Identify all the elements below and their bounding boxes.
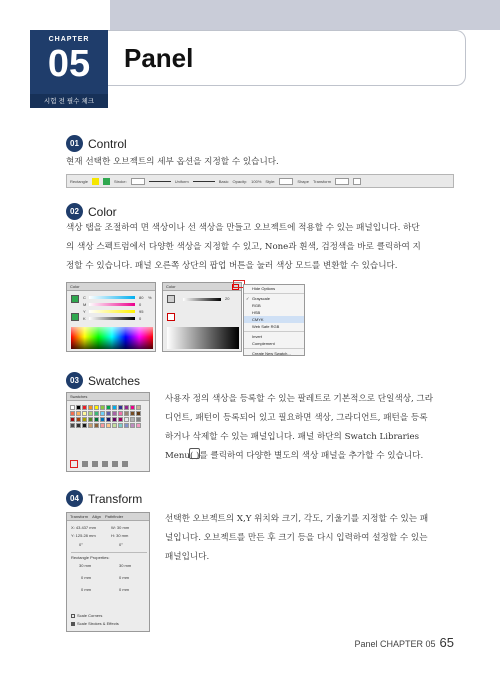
color-swatch[interactable] (136, 411, 141, 416)
title-bar (108, 30, 466, 86)
section-number: 01 (66, 135, 83, 152)
menu-item-create-swatch[interactable]: Create New Swatch... (252, 351, 291, 356)
swatch-toolbar (70, 459, 148, 469)
color-swatch[interactable] (130, 405, 135, 410)
color-swatch[interactable] (124, 411, 129, 416)
color-spectrum[interactable] (71, 327, 153, 349)
section-title: Control (88, 136, 127, 151)
section-transform-heading (66, 490, 142, 507)
toolbar-icon[interactable] (82, 461, 88, 467)
color-swatch[interactable] (112, 417, 117, 422)
panel-tab: Color (163, 283, 241, 291)
scale-strokes-row[interactable] (71, 621, 119, 626)
panel-tab: Color (67, 283, 155, 291)
color-panel-screenshot (66, 282, 156, 352)
text-line: 정할 수 있습니다. 패널 오른쪽 상단의 팝업 버튼을 눌러 색상 모드를 변환할 수 있습니다. (66, 261, 398, 271)
color-swatch[interactable] (136, 423, 141, 428)
ctrl-field (279, 178, 293, 185)
slider-gray[interactable] (183, 298, 221, 301)
color-swatch[interactable] (88, 411, 93, 416)
menu-item-label: Grayscale (252, 296, 271, 301)
menu-divider (244, 293, 304, 294)
angle-field[interactable]: 0° (79, 542, 83, 547)
section-title: Transform (88, 491, 143, 506)
rect-width-field[interactable]: 30 mm (79, 563, 92, 568)
fill-swatch (167, 295, 175, 303)
slider-k[interactable] (89, 317, 135, 320)
gray-value[interactable]: 20 (225, 296, 230, 301)
channel-label: Y (83, 309, 86, 314)
ctrl-label: Style: (265, 178, 276, 184)
text-line: 의 색상 스펙트럼에서 다양한 색상을 지정할 수 있고, None과 흰색, 검정색을 바로 클릭하여 지 (66, 242, 421, 252)
chapter-badge (30, 30, 108, 108)
menu-item-cmyk[interactable]: CMYK (244, 316, 304, 323)
color-swatch[interactable] (124, 417, 129, 422)
color-swatch[interactable] (100, 417, 105, 422)
color-swatch[interactable] (106, 417, 111, 422)
color-swatch[interactable] (136, 405, 141, 410)
section-swatches-text (165, 390, 460, 466)
text-line: 디언트, 패턴이 등록되어 있고 필요하면 색상, 그라디언트, 패턴을 등록 (165, 413, 428, 423)
swatch-libraries-inline-icon (189, 448, 200, 459)
chapter-subtitle: 시험 전 필수 체크 (30, 94, 108, 108)
channel-value[interactable]: 0 (139, 316, 142, 321)
color-swatch[interactable] (136, 417, 141, 422)
section-title: Swatches (88, 373, 141, 388)
menu-item-grayscale[interactable] (244, 295, 304, 302)
unit: % (148, 295, 152, 300)
color-swatch[interactable] (76, 405, 81, 410)
stroke-line (193, 181, 215, 182)
color-swatch[interactable] (88, 405, 93, 410)
ctrl-label: Opacity: (232, 178, 248, 184)
color-swatch[interactable] (76, 423, 81, 428)
menu-divider (244, 348, 304, 349)
top-band-left (0, 0, 110, 30)
ctrl-label: Rectangle (70, 178, 89, 184)
top-band (110, 0, 500, 30)
color-swatch[interactable] (70, 411, 75, 416)
color-mode-menu (243, 284, 305, 356)
section-color-heading (66, 203, 117, 220)
menu-item-invert[interactable]: Invert (252, 334, 263, 339)
color-swatch[interactable] (118, 411, 123, 416)
scale-strokes-label: Scale Strokes & Effects (77, 621, 119, 626)
checkbox[interactable] (71, 614, 75, 618)
section-control-heading (66, 135, 127, 152)
color-swatch[interactable] (88, 423, 93, 428)
corner-field[interactable]: 0 mm (81, 575, 91, 580)
check-icon: ✓ (246, 296, 250, 301)
tab-transform[interactable]: Transform (70, 514, 89, 519)
corner-field[interactable]: 0 mm (81, 587, 91, 592)
section-number: 04 (66, 490, 83, 507)
color-swatch[interactable] (70, 423, 75, 428)
x-field[interactable]: X: 43.437 mm (71, 525, 96, 530)
section-transform-text (165, 510, 460, 567)
color-swatch[interactable] (70, 405, 75, 410)
rect-props-label: Rectangle Properties: (71, 555, 110, 560)
channel-value[interactable]: 0 (139, 302, 142, 307)
ctrl-field (353, 178, 361, 185)
text-line: 사용자 정의 색상을 등록할 수 있는 팔레트로 기본적으로 단일색상, 그라 (165, 394, 434, 404)
color-swatch[interactable] (124, 405, 129, 410)
color-swatch[interactable] (130, 423, 135, 428)
color-swatch[interactable] (94, 417, 99, 422)
color-swatch[interactable] (94, 405, 99, 410)
slider-y[interactable] (89, 310, 135, 313)
channel-value[interactable]: 95 (139, 309, 144, 314)
section-title: Color (88, 204, 117, 219)
color-swatch[interactable] (112, 423, 117, 428)
slider-c[interactable] (89, 296, 135, 299)
color-swatch[interactable] (82, 411, 87, 416)
color-swatch[interactable] (82, 423, 87, 428)
control-bar-screenshot (66, 174, 454, 188)
page-number: 65 (439, 635, 454, 650)
chapter-number: 05 (47, 43, 91, 85)
section-control-text (66, 153, 456, 172)
color-swatch[interactable] (118, 417, 123, 422)
section-color-text (66, 219, 466, 276)
swatch-libraries-icon[interactable] (70, 460, 78, 468)
menu-item-web-safe-rgb[interactable]: Web Safe RGB (252, 324, 280, 329)
fill-swatch (71, 295, 79, 303)
gray-spectrum[interactable] (167, 327, 239, 349)
spectrum-shade (71, 327, 153, 349)
channel-label: C (83, 295, 86, 300)
stroke-swatch (103, 178, 110, 185)
ctrl-field (335, 178, 349, 185)
new-swatch-icon[interactable] (112, 461, 118, 467)
color-swatch[interactable] (88, 417, 93, 422)
chapter-label: CHAPTER (48, 36, 90, 43)
color-swatch[interactable] (76, 411, 81, 416)
color-swatch[interactable] (130, 417, 135, 422)
color-swatch[interactable] (94, 411, 99, 416)
scale-corners-label: Scale Corners (77, 613, 103, 618)
section-number: 02 (66, 203, 83, 220)
ctrl-label: Uniform (174, 178, 189, 184)
tab-pathfinder[interactable]: Pathfinder (104, 514, 124, 519)
text-line: 널입니다. 오브젝트를 만든 후 크기 등을 다시 입력하여 설정할 수 있는 (165, 533, 428, 543)
color-swatch[interactable] (76, 417, 81, 422)
delete-icon[interactable] (122, 461, 128, 467)
stroke-swatch (71, 313, 79, 321)
page-footer (354, 635, 454, 650)
w-field[interactable]: W: 30 mm (111, 525, 130, 530)
transform-panel-screenshot (66, 512, 150, 632)
section-number: 03 (66, 372, 83, 389)
text-line: 현재 선택한 오브젝트의 세부 옵션을 지정할 수 있습니다. (66, 157, 279, 167)
menu-item-rgb[interactable]: RGB (252, 303, 261, 308)
divider (71, 552, 147, 553)
text-line: 하거나 삭제할 수 있는 패널입니다. 패널 하단의 Swatch Libraries (165, 432, 420, 442)
checkbox[interactable] (71, 622, 75, 626)
ctrl-label: Stroke: (114, 178, 127, 184)
panel-tab: Swatches (67, 393, 149, 401)
page-title: Panel (124, 43, 194, 73)
channel-label: K (83, 316, 86, 321)
ctrl-label: Transform (312, 178, 332, 184)
color-swatch[interactable] (106, 411, 111, 416)
toolbar-icon[interactable] (92, 461, 98, 467)
color-swatch[interactable] (82, 417, 87, 422)
color-swatch[interactable] (106, 423, 111, 428)
shear-field[interactable]: 0° (119, 542, 123, 547)
color-swatch[interactable] (100, 423, 105, 428)
text-line: 색상 탭을 조절하여 면 색상이나 선 색상을 만들고 오브젝트에 적용할 수 있는 패널입니다. 하단 (66, 223, 420, 233)
swatches-panel-screenshot (66, 392, 150, 472)
slider-m[interactable] (89, 303, 135, 306)
ctrl-field (131, 178, 145, 185)
text-line: 패널입니다. (165, 552, 210, 562)
color-swatch[interactable] (112, 411, 117, 416)
color-swatch[interactable] (106, 405, 111, 410)
section-swatches-heading (66, 372, 140, 389)
color-panel-gray-screenshot (162, 282, 242, 352)
corner-field[interactable]: 0 mm (119, 575, 129, 580)
color-swatch[interactable] (70, 417, 75, 422)
ctrl-label: 100% (251, 178, 262, 184)
color-swatch[interactable] (100, 405, 105, 410)
rect-height-field[interactable]: 30 mm (119, 563, 132, 568)
none-swatch (167, 313, 175, 321)
menu-item-hsb[interactable]: HSB (252, 310, 261, 315)
color-swatch[interactable] (118, 405, 123, 410)
menu-divider (244, 331, 304, 332)
text-line: Menu( )를 클릭하여 다양한 별도의 색상 패널을 추가할 수 있습니다. (165, 451, 424, 461)
channel-value[interactable]: 80 (139, 295, 144, 300)
color-swatch[interactable] (130, 411, 135, 416)
menu-item-hide-options[interactable]: Hide Options (252, 286, 276, 291)
color-swatch[interactable] (118, 423, 123, 428)
scale-corners-row[interactable] (71, 613, 102, 618)
footer-label: Panel CHAPTER 05 (354, 639, 436, 649)
swatch-grid (70, 405, 146, 428)
color-swatch[interactable] (124, 423, 129, 428)
color-swatch[interactable] (82, 405, 87, 410)
menu-item-complement[interactable]: Complement (252, 341, 275, 346)
panel-tabs (67, 513, 149, 521)
toolbar-icon[interactable] (102, 461, 108, 467)
text-line: 선택한 오브젝트의 X,Y 위치와 크기, 각도, 기울기를 지정할 수 있는 패 (165, 514, 429, 524)
color-swatch[interactable] (100, 411, 105, 416)
stroke-line (149, 181, 171, 182)
channel-label: M (83, 302, 87, 307)
h-field[interactable]: H: 30 mm (111, 533, 129, 538)
ctrl-label: Basic (218, 178, 229, 184)
y-field[interactable]: Y: 125.28 mm (71, 533, 96, 538)
color-swatch[interactable] (94, 423, 99, 428)
ctrl-label: Shape (297, 178, 309, 184)
fill-swatch (92, 178, 99, 185)
corner-field[interactable]: 0 mm (119, 587, 129, 592)
tab-align[interactable]: Align (92, 514, 101, 519)
color-swatch[interactable] (112, 405, 117, 410)
